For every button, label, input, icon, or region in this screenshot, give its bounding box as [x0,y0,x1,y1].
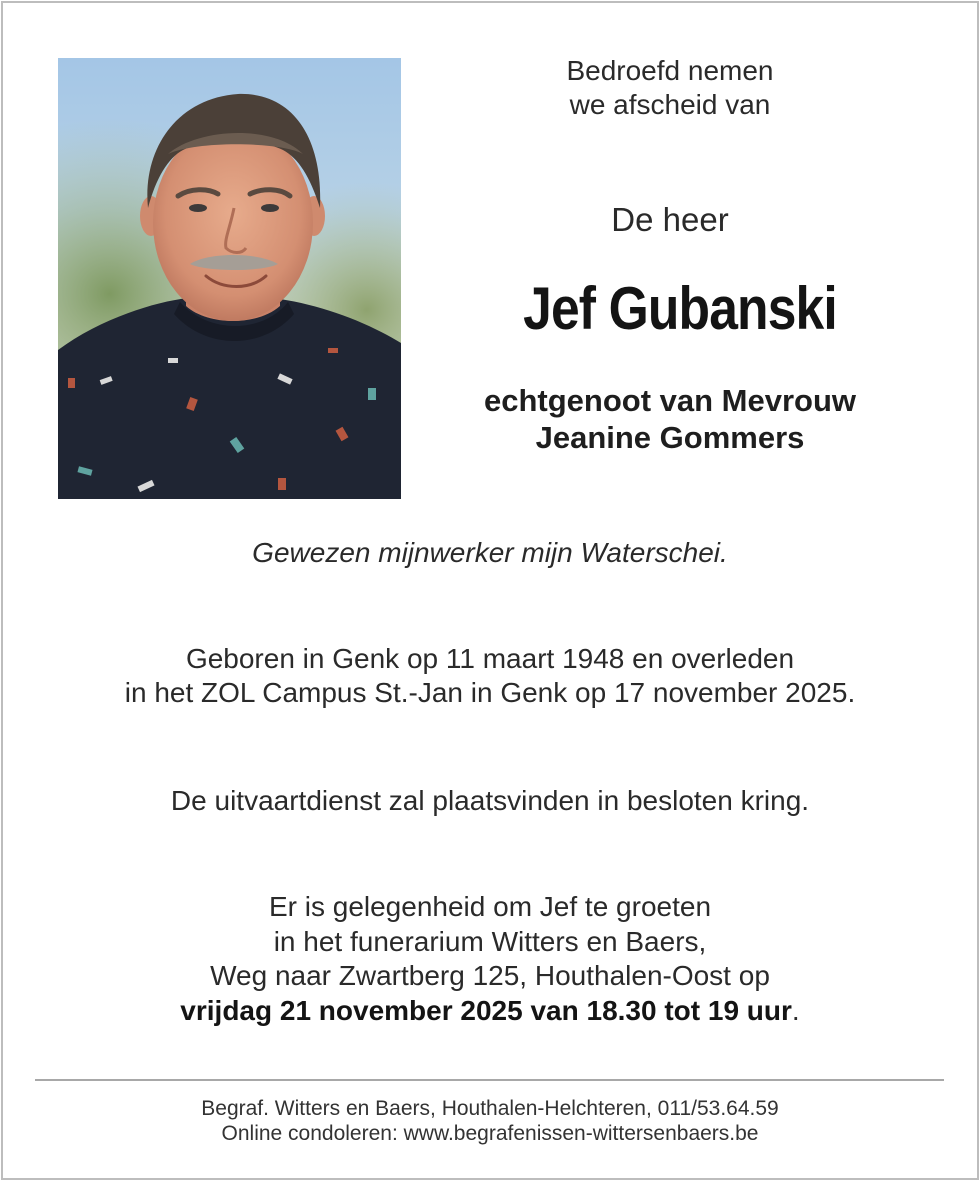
birth-death-line-1: Geboren in Genk op 11 maart 1948 en overleden [185,643,795,674]
spouse-text [430,382,910,456]
portrait-photo [58,58,401,499]
intro-text [480,54,860,122]
intro-line-1: Bedroefd nemen [566,55,774,86]
spouse-line-2: Jeanine Gommers [535,420,805,455]
birth-death-line-2: in het ZOL Campus St.-Jan in Genk op 17 november 2025. [124,677,856,708]
visitation-line-3: Weg naar Zwartberg 125, Houthalen-Oost op [210,960,770,991]
birth-death-text [0,642,980,710]
occupation-text: Gewezen mijnwerker mijn Waterschei. [252,537,728,568]
online-condolence-link[interactable]: Online condoleren: www.begrafenissen-wittersenbaers.be [221,1122,759,1145]
visitation-line-4 [0,994,980,1029]
footer-divider [35,1079,944,1081]
footer [0,1096,980,1146]
spouse-line-1: echtgenoot van Mevrouw [483,383,857,418]
visitation-date-time: vrijdag 21 november 2025 van 18.30 tot 19 uur [180,994,792,1026]
visitation-line-1: Er is gelegenheid om Jef te groeten [268,891,712,922]
intro-line-2: we afscheid van [569,89,771,120]
visitation-line-2: in het funerarium Witters en Baers, [273,925,707,957]
visitation-end-punctuation: . [791,994,800,1026]
honorific-title: De heer [611,201,729,238]
service-text: De uitvaartdienst zal plaatsvinden in besloten kring. [170,785,810,816]
deceased-name: Jef Gubanski [523,275,837,342]
funeral-home-contact: Begraf. Witters en Baers, Houthalen-Helchteren, 011/53.64.59 [201,1097,779,1120]
visitation-text [0,890,980,1028]
